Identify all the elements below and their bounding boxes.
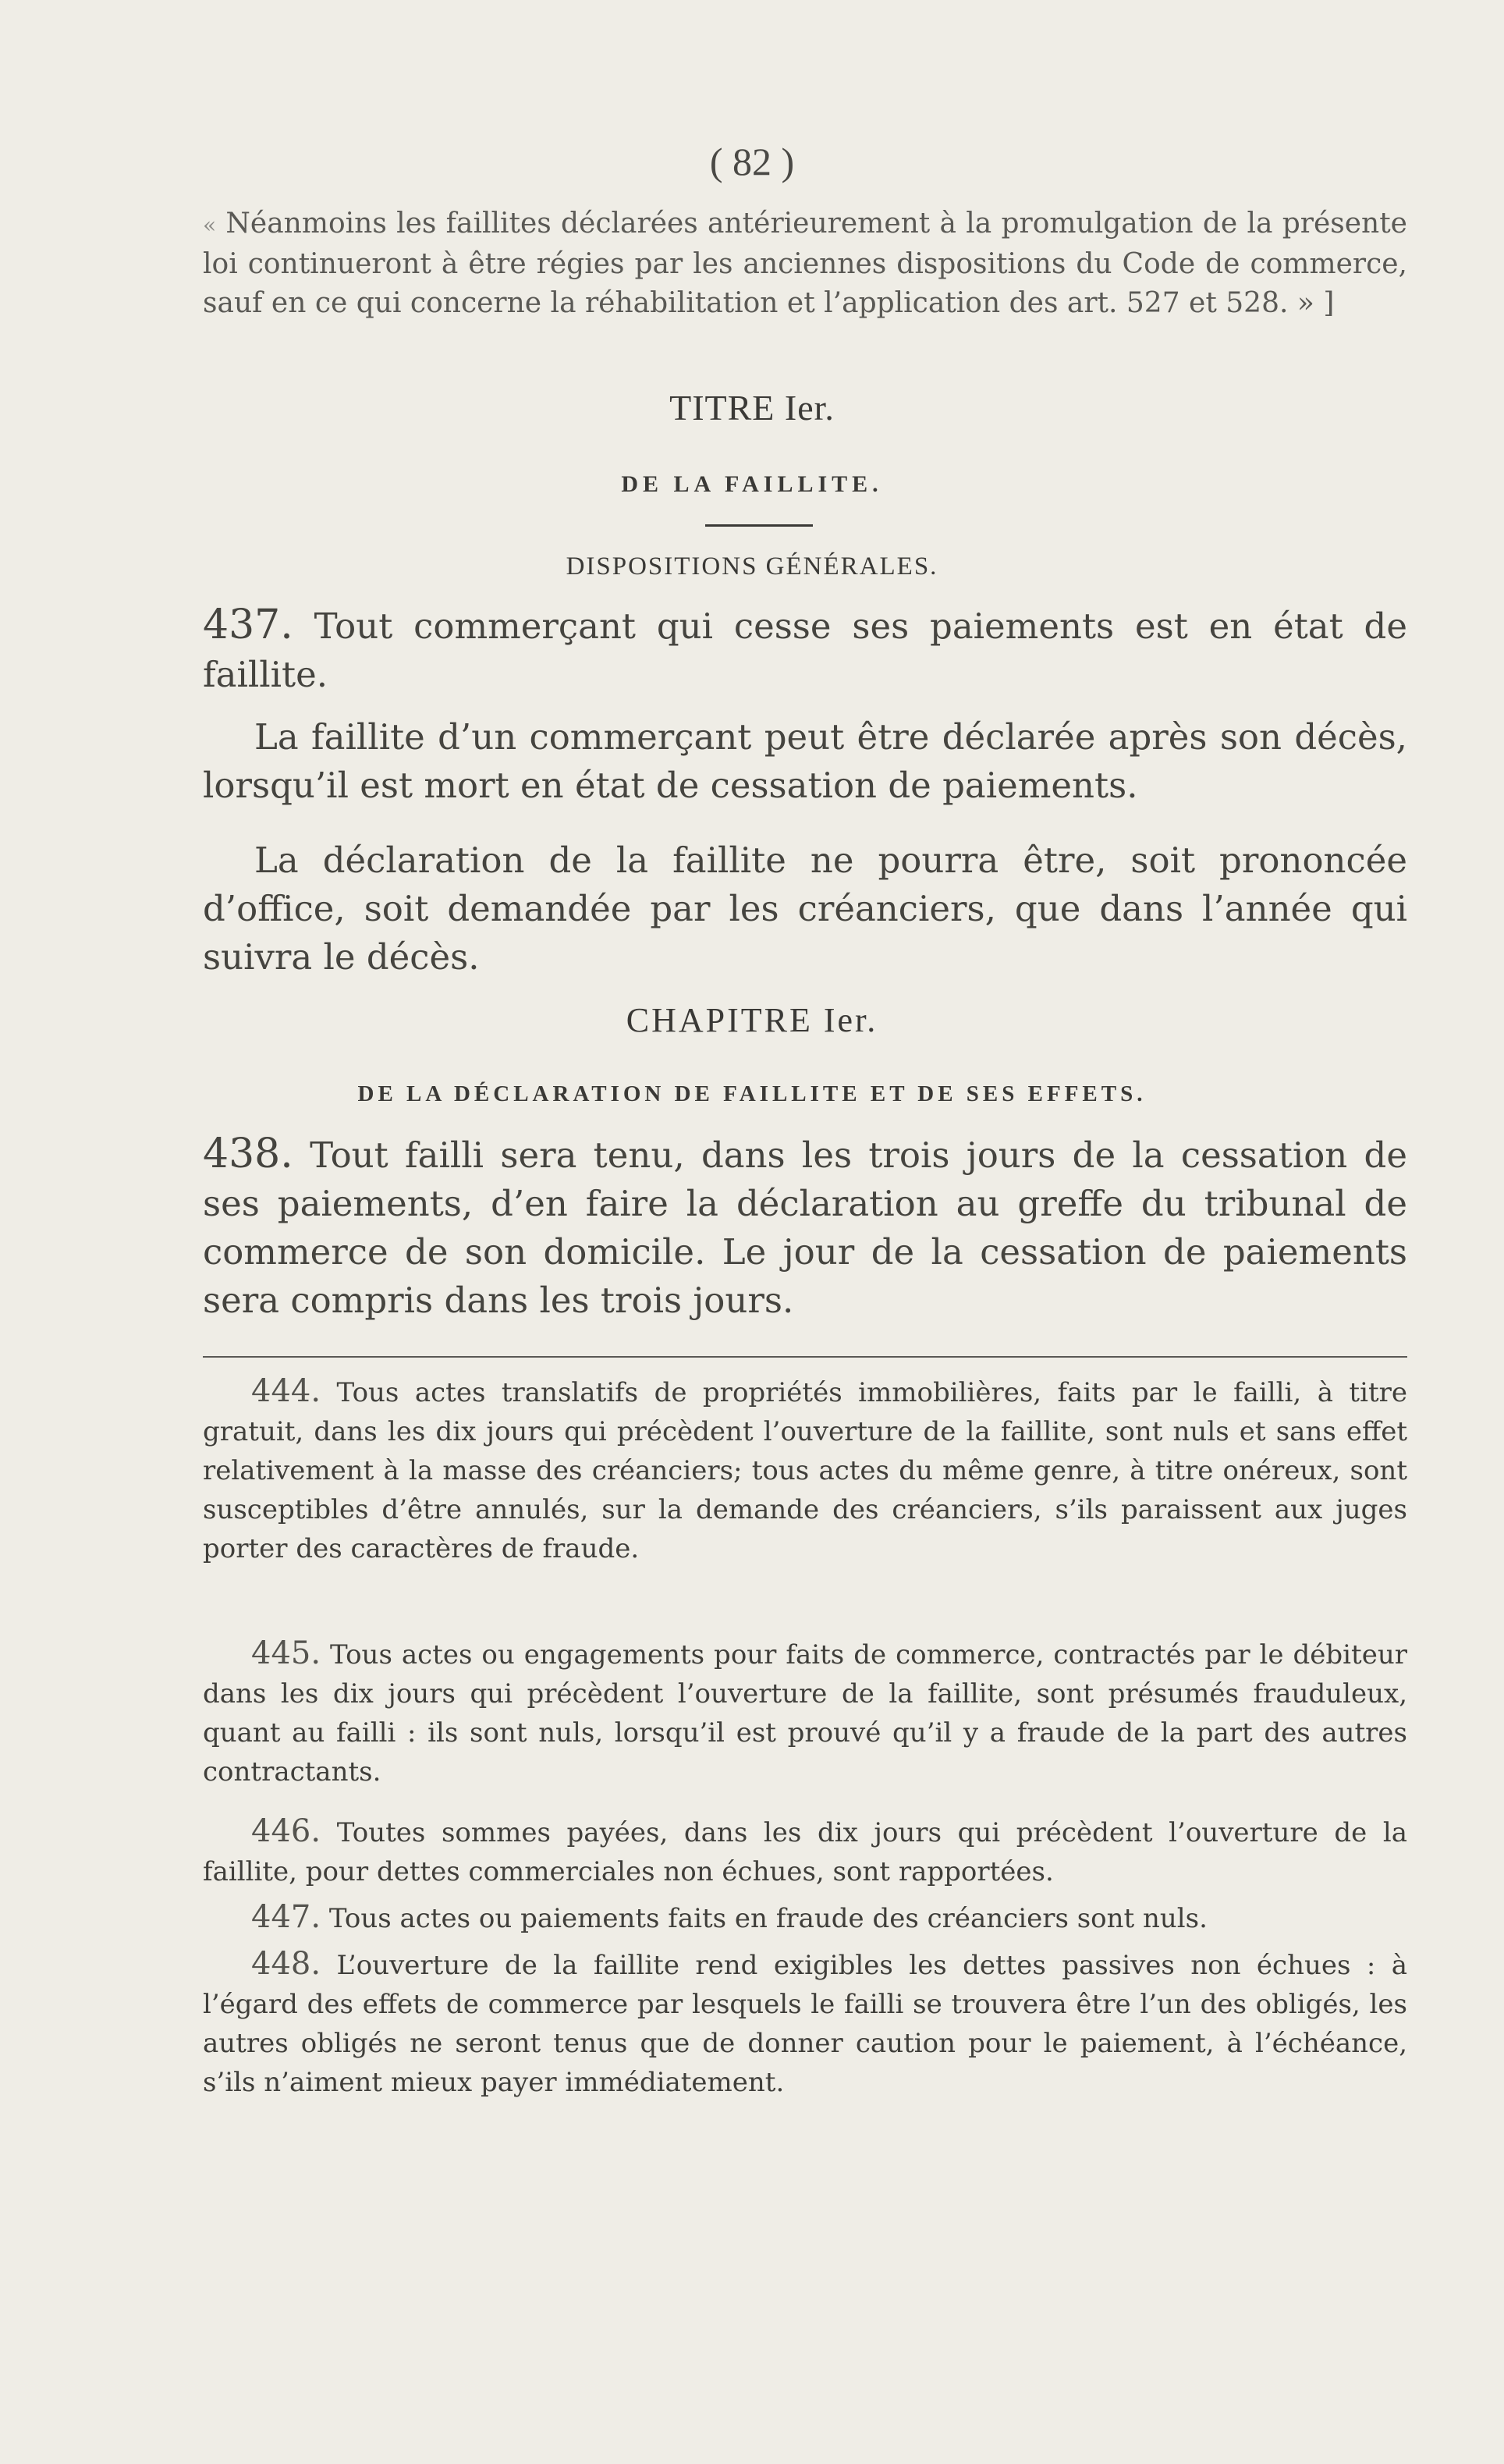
note-text: Tous actes ou engagements pour faits de commerce, contractés par le débiteur dans les dix jours qui précèdent l’ouverture de la faillite, sont présumés frauduleux, quant au failli : ils sont nuls, lorsqu’il est prouvé qu’il y a fraude de la part des autres contractants. <box>203 1639 1407 1788</box>
article-437-paragraph-2: La faillite d’un commerçant peut être déclarée après son décès, lorsqu’il est mort en état de cessation de paiements. <box>203 716 1407 806</box>
article-437-text: Tout commerçant qui cesse ses paiements est en état de faillite. <box>203 605 1407 695</box>
note-number: 448. <box>251 1946 321 1982</box>
note-number: 445. <box>251 1635 321 1671</box>
note-444 <box>203 1372 1407 1568</box>
chapitre-heading: CHAPITRE Ier. <box>626 1001 878 1039</box>
note-445 <box>203 1634 1407 1791</box>
note-text: Tous actes translatifs de propriétés immobilières, faits par le failli, à titre gratuit, dans les dix jours qui précèdent l’ouverture de la faillite, sont nuls et sans effet relativement à la masse des créanciers; tous actes du même genre, à titre onéreux, sont susceptibles d’être annulés, sur la demande des créanciers, s’ils paraissent aux juges porter des caractères de fraude. <box>203 1377 1407 1564</box>
section-divider <box>203 1356 1407 1358</box>
article-438 <box>203 1130 1407 1325</box>
note-number: 444. <box>251 1373 321 1409</box>
note-text: Tous actes ou paiements faits en fraude des créanciers sont nuls. <box>328 1903 1208 1934</box>
intro-paragraph <box>203 204 1407 323</box>
intro-text: Néanmoins les faillites déclarées antérieurement à la promulgation de la présente loi continueront à être régies par les anciennes dispositions du Code de commerce, sauf en ce qui concerne la réhabilitation et l’application des art. 527 et 528. » ] <box>203 208 1407 319</box>
short-rule <box>705 524 813 527</box>
article-437-paragraph-3: La déclaration de la faillite ne pourra être, soit prononcée d’office, soit demandée par les créanciers, que dans l’année qui suivra le décès. <box>203 840 1407 978</box>
note-number: 446. <box>251 1813 321 1849</box>
note-number: 447. <box>251 1899 321 1935</box>
dispositions-heading: DISPOSITIONS GÉNÉRALES. <box>566 552 938 580</box>
note-446 <box>203 1812 1407 1891</box>
note-text: Toutes sommes payées, dans les dix jours qui précèdent l’ouverture de la faillite, pour dettes commerciales non échues, sont rapportées. <box>203 1817 1407 1887</box>
chapitre-subtitle: DE LA DÉCLARATION DE FAILLITE ET DE SES EFFETS. <box>357 1081 1147 1106</box>
note-text: L’ouverture de la faillite rend exigibles les dettes passives non échues : à l’égard des effets de commerce par lesquels le failli se trouvera être l’un des obligés, les autres obligés ne seront tenus que de donner caution pour le paiement, à l’échéance, s’ils n’aiment mieux payer immédiatement. <box>203 1950 1407 2098</box>
titre-heading: TITRE Ier. <box>669 388 835 428</box>
article-437 <box>203 601 1407 699</box>
page-number: ( 82 ) <box>709 140 795 183</box>
article-438-number: 438. <box>203 1131 293 1177</box>
quote-marker: « <box>203 212 217 238</box>
note-447 <box>203 1898 1407 1938</box>
titre-subtitle: DE LA FAILLITE. <box>621 471 883 497</box>
note-448 <box>203 1944 1407 2102</box>
article-437-number: 437. <box>203 602 293 648</box>
article-438-text: Tout failli sera tenu, dans les trois jours de la cessation de ses paiements, d’en faire la déclaration au greffe du tribunal de commerce de son domicile. Le jour de la cessation de paiements sera compris dans les trois jours. <box>203 1134 1407 1321</box>
